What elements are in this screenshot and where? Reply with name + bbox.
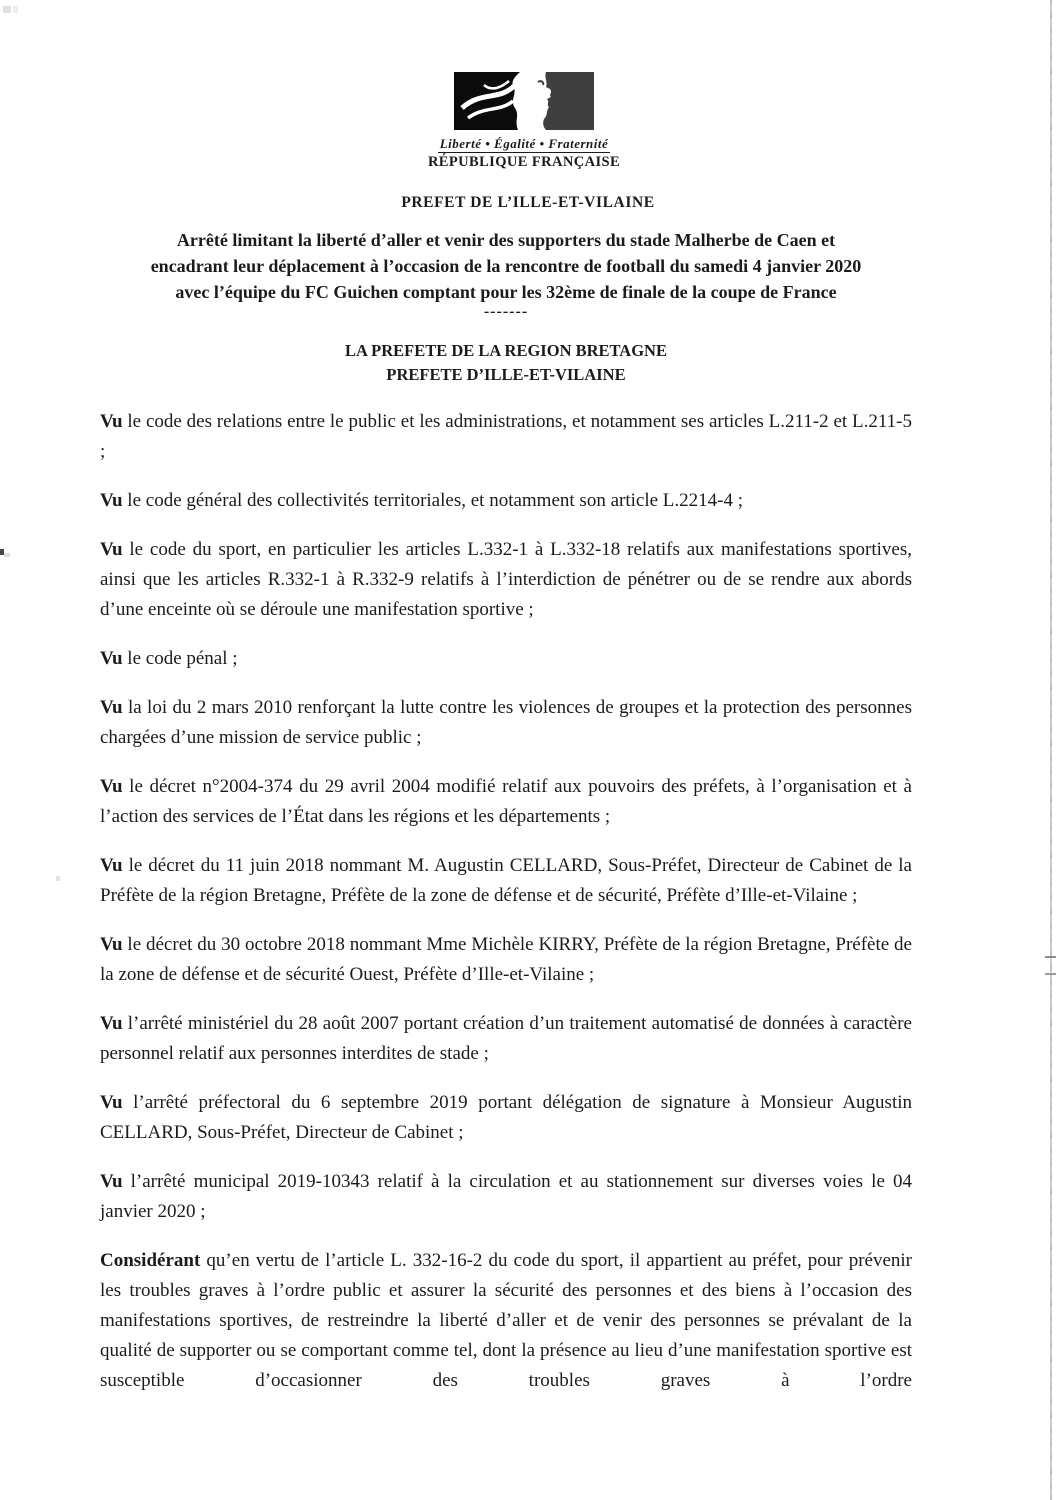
- document-title-line: Arrêté limitant la liberté d’aller et venir des supporters du stade Malherbe de Caen et: [176, 230, 836, 250]
- recital-text: l’arrêté municipal 2019-10343 relatif à la circulation et au stationnement sur diverses voies le 04 janvier 2020 ;: [100, 1171, 912, 1222]
- header: [0, 0, 1054, 171]
- recital-lead: Vu: [100, 776, 123, 797]
- recital-paragraph: [100, 486, 912, 516]
- recital-paragraph: [100, 772, 912, 832]
- recital-lead: Vu: [100, 855, 123, 876]
- recital-lead: Vu: [100, 934, 123, 955]
- recital-lead: Vu: [100, 490, 123, 511]
- recital-text: la loi du 2 mars 2010 renforçant la lutte contre les violences de groupes et la protection des personnes chargées d’une mission de service public ;: [100, 697, 912, 748]
- scan-speck: [56, 876, 60, 881]
- recital-lead: Vu: [100, 1171, 123, 1192]
- authority-line: PREFETE D’ILLE-ET-VILAINE: [386, 365, 626, 384]
- prefecture-heading: PREFET DE L’ILLE-ET-VILAINE: [401, 194, 655, 211]
- scan-tick-mark: [1045, 973, 1056, 975]
- recital-lead: Considérant: [100, 1250, 201, 1271]
- logo-tagline: Liberté • Égalité • Fraternité: [439, 136, 609, 151]
- recital-text: le décret du 30 octobre 2018 nommant Mme Michèle KIRRY, Préfète de la région Bretagne, Préfète de la zone de défense et de sécurité Ouest, Préfète d’Ille-et-Vilaine ;: [100, 934, 912, 985]
- recital-paragraph: [100, 930, 912, 990]
- recital-paragraph: [100, 1167, 912, 1227]
- document-title-line: encadrant leur déplacement à l’occasion de la rencontre de football du samedi 4 janvier 2020: [150, 256, 862, 276]
- recital-text: le code pénal ;: [122, 648, 238, 669]
- recital-text: le code général des collectivités territoriales, et notamment son article L.2214-4 ;: [122, 490, 743, 511]
- recital-text: le décret du 11 juin 2018 nommant M. Augustin CELLARD, Sous-Préfet, Directeur de Cabinet de la Préfète de la région Bretagne, Préfète de la zone de défense et de sécurité, Préfète d’Ille-et-Vilaine ;: [100, 855, 912, 906]
- recital-lead: Vu: [100, 648, 123, 669]
- recital-text: qu’en vertu de l’article L. 332-16-2 du code du sport, il appartient au préfet, pour prévenir les troubles graves à l’ordre public et assurer la sécurité des personnes et des biens à l’occasion des manifestations sportives, de restreindre la liberté d’aller et de venir des personnes se prévalant de la qualité de supporter ou se comportant comme tel, dont la présence au lieu d’une manifestation sportive est susceptible d’occasionner des troubles graves à l’ordre: [100, 1250, 912, 1391]
- recital-paragraph: [100, 535, 912, 625]
- issuing-authority: [50, 339, 962, 387]
- marianne-republique-francaise-logo-icon: [454, 72, 594, 130]
- recital-paragraph: [100, 1088, 912, 1148]
- recital-text: le code des relations entre le public et les administrations, et notamment ses articles L.211-2 et L.211-5 ;: [100, 411, 912, 462]
- recital-lead: Vu: [100, 1092, 123, 1113]
- recital-paragraph: [100, 693, 912, 753]
- title-separator-dashes: -------: [483, 303, 529, 320]
- recital-lead: Vu: [100, 411, 123, 432]
- recital-lead: Vu: [100, 697, 123, 718]
- authority-line: LA PREFETE DE LA REGION BRETAGNE: [345, 341, 667, 360]
- recital-paragraph: [100, 644, 912, 674]
- recital-text: le code du sport, en particulier les articles L.332-1 à L.332-18 relatifs aux manifestations sportives, ainsi que les articles R.332-1 à R.332-9 relatifs à l’interdiction de pénétrer ou de se rendre aux abords d’une enceinte où se déroule une manifestation sportive ;: [100, 539, 912, 620]
- logo-republic-label: RÉPUBLIQUE FRANÇAISE: [427, 154, 621, 170]
- document-body: [100, 407, 912, 1396]
- recital-paragraph: [100, 1246, 912, 1396]
- recital-paragraph: [100, 851, 912, 911]
- recital-text: l’arrêté préfectoral du 6 septembre 2019 portant délégation de signature à Monsieur Augustin CELLARD, Sous-Préfet, Directeur de Cabinet ;: [100, 1092, 912, 1143]
- document-title-line: avec l’équipe du FC Guichen comptant pour les 32ème de finale de la coupe de France: [175, 282, 837, 302]
- recital-lead: Vu: [100, 539, 123, 560]
- recital-text: l’arrêté ministériel du 28 août 2007 portant création d’un traitement automatisé de données à caractère personnel relatif aux personnes interdites de stade ;: [100, 1013, 912, 1064]
- recital-text: le décret n°2004-374 du 29 avril 2004 modifié relatif aux pouvoirs des préfets, à l’organisation et à l’action des services de l’État dans les régions et les départements ;: [100, 776, 912, 827]
- scan-edge-line: [1050, 0, 1052, 1500]
- recital-lead: Vu: [100, 1013, 123, 1034]
- scan-tick-mark: [1045, 956, 1056, 958]
- recital-paragraph: [100, 1009, 912, 1069]
- document-title: [50, 227, 962, 305]
- scan-speck: [4, 553, 10, 557]
- recital-paragraph: [100, 407, 912, 467]
